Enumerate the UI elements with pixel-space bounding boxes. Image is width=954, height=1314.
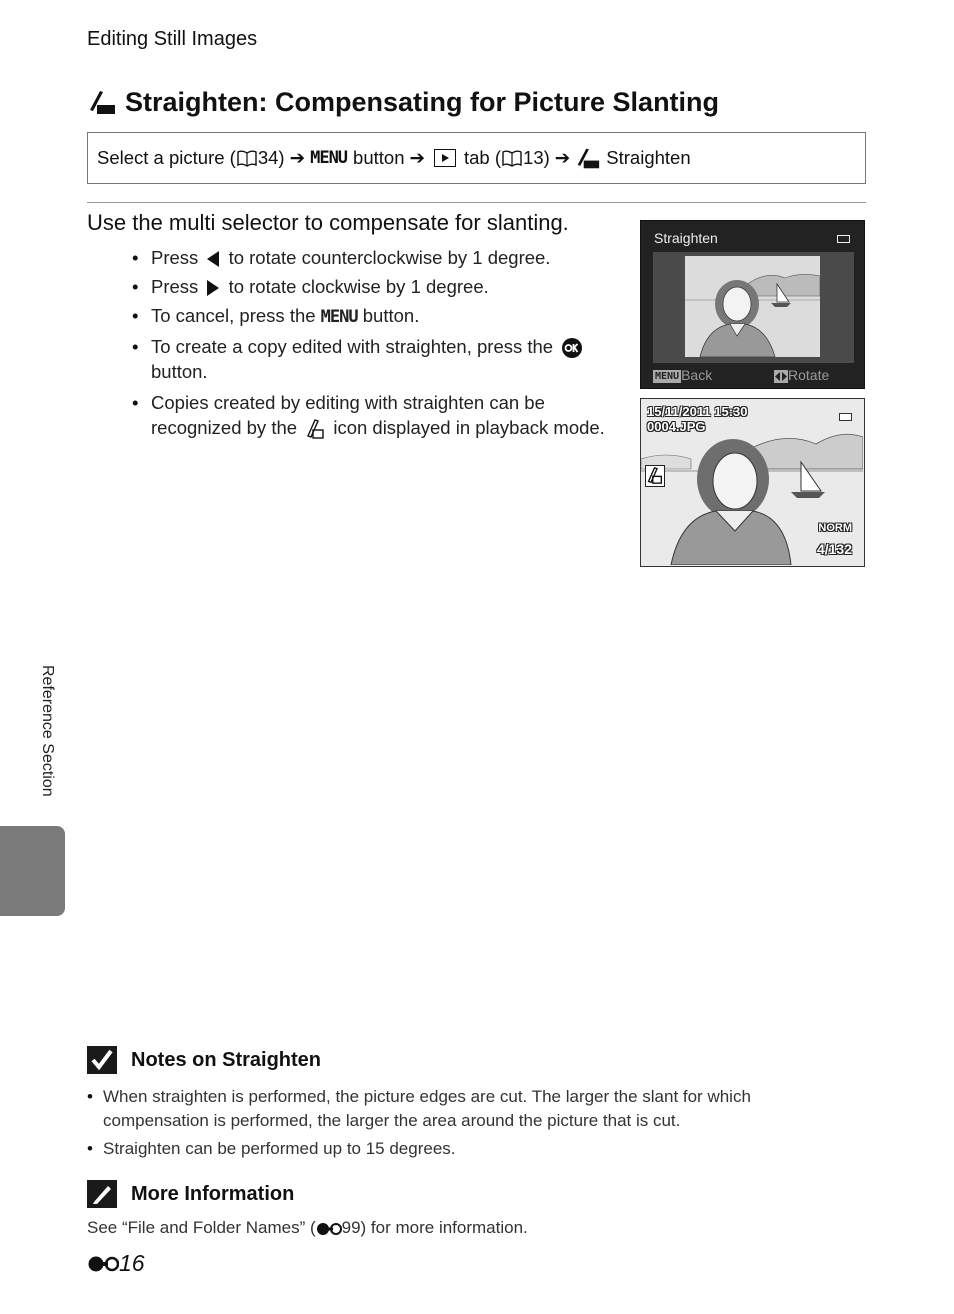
back-label: Back — [681, 367, 713, 383]
straighten-playback-icon — [645, 465, 665, 487]
pencil-note-icon — [87, 1180, 117, 1208]
running-head: Editing Still Images — [87, 28, 258, 50]
playback-icon — [434, 149, 456, 167]
page-title — [87, 84, 719, 120]
section-tab — [0, 826, 65, 916]
bullet-text: button. — [151, 361, 208, 383]
filename: 0004.JPG — [647, 419, 706, 434]
image-quality-indicator: NORM — [818, 522, 852, 534]
nav-button-word: button — [353, 147, 405, 168]
instruction-list — [132, 245, 622, 444]
bullet-text: to rotate counterclockwise by 1 degree. — [228, 247, 551, 268]
battery-icon — [837, 235, 850, 243]
nav-target: Straighten — [606, 147, 691, 168]
book-icon — [237, 150, 257, 167]
reference-section-icon — [316, 1222, 342, 1236]
nav-ref1: 34) — [257, 147, 285, 168]
bullet-text: Copies created by editing with straighten can be recognized by the — [151, 392, 545, 439]
preview-image — [685, 256, 820, 357]
book-icon — [502, 150, 522, 167]
notes-heading-text: Notes on Straighten — [131, 1048, 322, 1071]
more-info-heading — [87, 1180, 294, 1208]
menu-chip: MENU — [655, 370, 680, 382]
camera-screen-playback — [640, 398, 865, 567]
more-info-text-post: 99) for more information. — [341, 1218, 528, 1237]
more-info-heading-text: More Information — [131, 1182, 295, 1205]
list-item — [132, 245, 622, 270]
back-hint — [653, 367, 712, 383]
camera-screen-straighten — [640, 220, 865, 389]
straighten-icon — [575, 146, 601, 170]
portrait-illustration — [685, 256, 820, 357]
list-item — [132, 390, 622, 440]
page-number-text: 16 — [119, 1250, 145, 1276]
preview-area — [653, 252, 854, 363]
menu-word: MENU — [310, 148, 348, 168]
left-triangle-icon — [206, 251, 220, 267]
right-triangle-icon — [206, 280, 220, 296]
list-item: • Straighten can be performed up to 15 degrees. — [87, 1137, 827, 1161]
bullet-text: icon displayed in playback mode. — [333, 417, 605, 439]
nav-ref2: 13) — [523, 147, 550, 168]
ok-button-icon — [561, 337, 583, 359]
menu-path-box — [87, 132, 866, 184]
notes-list — [87, 1085, 827, 1165]
arrow-right-icon: ➔ — [289, 147, 306, 168]
rotate-hint — [774, 367, 829, 383]
arrow-right-icon: ➔ — [554, 147, 571, 168]
bullet-text: Press — [151, 276, 199, 297]
menu-word: MENU — [320, 307, 358, 327]
nav-tab-prefix: tab ( — [464, 147, 502, 168]
checkmark-icon — [87, 1046, 117, 1074]
bullet-text: button. — [362, 305, 420, 326]
more-info-text — [87, 1218, 528, 1238]
rotate-label: Rotate — [788, 367, 830, 383]
straighten-playback-icon — [305, 418, 325, 440]
bullet-text: to rotate clockwise by 1 degree. — [228, 276, 489, 297]
frame-counter: 4/132 — [816, 541, 852, 557]
list-item: • When straighten is performed, the picture edges are cut. The larger the slant for which compensation is performed, the larger the area around the picture that is cut. — [87, 1085, 827, 1133]
bullet-text: To create a copy edited with straighten, press the — [151, 336, 554, 357]
more-info-text-pre: See “File and Folder Names” ( — [87, 1218, 316, 1237]
left-right-arrows-icon — [774, 370, 788, 383]
side-label-text: Reference Section — [39, 665, 56, 797]
bullet-text: Press — [151, 247, 199, 268]
arrow-right-icon: ➔ — [409, 147, 425, 168]
bullet-text: To cancel, press the — [151, 305, 316, 326]
list-item — [132, 303, 622, 330]
page-title-text: Straighten: Compensating for Picture Slanting — [125, 86, 720, 117]
nav-prefix: Select a picture ( — [97, 147, 236, 168]
divider — [87, 202, 866, 203]
battery-icon — [839, 413, 852, 421]
section-subheading: Use the multi selector to compensate for slanting. — [87, 210, 569, 235]
list-item — [132, 274, 622, 299]
reference-section-icon — [87, 1255, 119, 1273]
datetime-overlay — [647, 404, 748, 434]
side-section-label — [30, 665, 60, 815]
screen-title: Straighten — [654, 230, 718, 246]
list-item — [132, 334, 622, 384]
datetime: 15/11/2011 15:30 — [647, 404, 748, 419]
notes-heading — [87, 1046, 321, 1074]
straighten-icon — [87, 88, 117, 116]
page-number — [87, 1250, 145, 1277]
